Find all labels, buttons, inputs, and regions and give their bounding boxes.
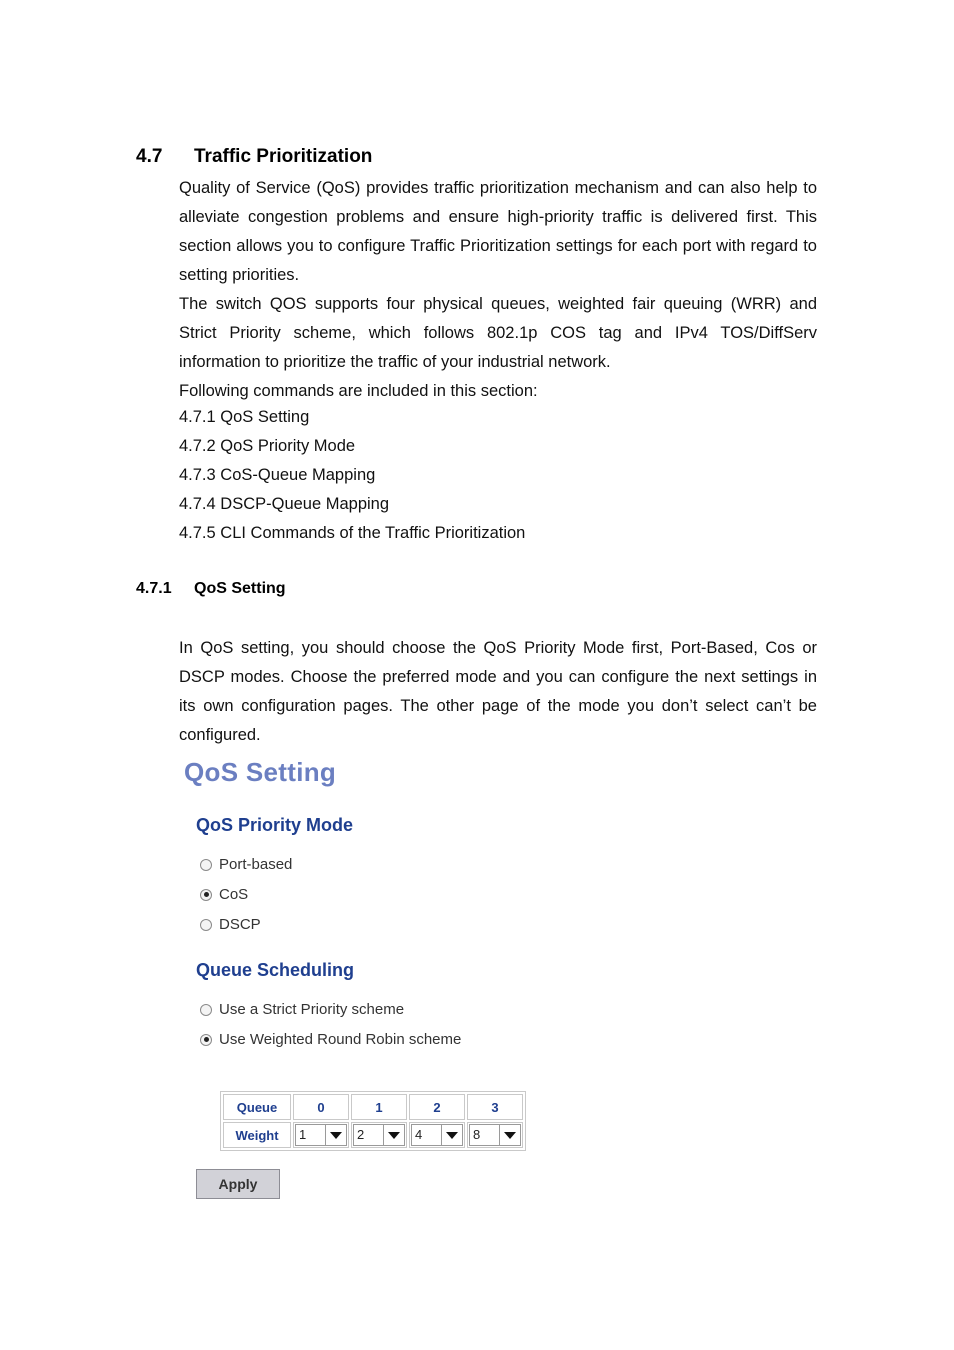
apply-button[interactable]: Apply xyxy=(196,1169,280,1199)
weight-select-2[interactable] xyxy=(411,1124,463,1146)
radio-port-based[interactable] xyxy=(200,856,292,873)
list-item: 4.7.2 QoS Priority Mode xyxy=(179,437,356,455)
radio-cos[interactable] xyxy=(200,886,248,903)
radio-button[interactable] xyxy=(200,1004,212,1016)
page-title: QoS Setting xyxy=(184,757,337,787)
radio-label: Use Weighted Round Robin scheme xyxy=(219,1031,462,1048)
select-value: 4 xyxy=(415,1127,423,1142)
select-value: 2 xyxy=(357,1127,365,1142)
select-value: 1 xyxy=(299,1127,307,1142)
list-item: 4.7.5 CLI Commands of the Traffic Prioritization xyxy=(179,524,526,542)
queue-1: 1 xyxy=(351,1094,407,1120)
command-list xyxy=(179,403,525,548)
weight-cell xyxy=(467,1122,523,1148)
weight-select-1[interactable] xyxy=(353,1124,405,1146)
intro-paragraph-2: The switch QOS supports four physical queues, weighted fair queuing (WRR) and Strict Priority scheme, which follows 802.1p COS tag and IPv4 TOS/DiffServ information to prioritize the traffic of your industrial network. xyxy=(179,295,817,371)
queue-3: 3 xyxy=(467,1094,523,1120)
radio-strict-priority[interactable] xyxy=(200,1001,404,1018)
select-value: 8 xyxy=(473,1127,481,1142)
sub-paragraph: In QoS setting, you should choose the QoS Priority Mode first, Port-Based, Cos or DSCP modes. Choose the preferred mode and you can configure the next settings in its own configuration pages. The other page of the mode you don’t select can’t be configured. xyxy=(179,639,817,744)
queue-header: Queue xyxy=(223,1094,291,1120)
table-row xyxy=(223,1094,523,1120)
weight-cell xyxy=(351,1122,407,1148)
queue-scheduling-heading: Queue Scheduling xyxy=(196,960,355,980)
weight-header: Weight xyxy=(223,1122,291,1148)
subsection-number: 4.7.1 xyxy=(136,580,172,597)
weight-cell xyxy=(409,1122,465,1148)
radio-dscp[interactable] xyxy=(200,916,261,933)
intro-text xyxy=(179,174,817,406)
chevron-down-icon[interactable] xyxy=(383,1125,404,1145)
radio-label: Use a Strict Priority scheme xyxy=(219,1001,405,1018)
intro-paragraph-3: Following commands are included in this section: xyxy=(179,382,538,400)
radio-label: Port-based xyxy=(219,856,293,873)
radio-button[interactable] xyxy=(200,859,212,871)
list-item: 4.7.4 DSCP-Queue Mapping xyxy=(179,495,390,513)
subsection-title: QoS Setting xyxy=(194,580,286,597)
radio-label: CoS xyxy=(219,886,249,903)
radio-button[interactable] xyxy=(200,919,212,931)
radio-label: DSCP xyxy=(219,916,261,933)
priority-mode-heading: QoS Priority Mode xyxy=(196,815,354,835)
queue-0: 0 xyxy=(293,1094,349,1120)
chevron-down-icon[interactable] xyxy=(499,1125,520,1145)
list-item: 4.7.3 CoS-Queue Mapping xyxy=(179,466,376,484)
qos-setting-paragraph xyxy=(179,634,817,750)
intro-paragraph-1: Quality of Service (QoS) provides traffic prioritization mechanism and can also help to alleviate congestion problems and ensure high-priority traffic is delivered first. This section allows you to configure Traffic Prioritization settings for each port with regard to setting priorities. xyxy=(179,179,817,284)
section-number: 4.7 xyxy=(136,146,163,167)
subsection-heading xyxy=(136,580,286,598)
chevron-down-icon[interactable] xyxy=(441,1125,462,1145)
table-row xyxy=(223,1122,523,1148)
radio-button[interactable] xyxy=(200,889,212,901)
list-item: 4.7.1 QoS Setting xyxy=(179,408,310,426)
qos-setting-screenshot xyxy=(180,755,540,1215)
weight-select-0[interactable] xyxy=(295,1124,347,1146)
radio-weighted-round-robin[interactable] xyxy=(200,1031,461,1048)
section-title: Traffic Prioritization xyxy=(194,146,373,167)
section-heading xyxy=(136,146,372,168)
chevron-down-icon[interactable] xyxy=(325,1125,346,1145)
radio-button[interactable] xyxy=(200,1034,212,1046)
weight-select-3[interactable] xyxy=(469,1124,521,1146)
queue-2: 2 xyxy=(409,1094,465,1120)
queue-weight-table xyxy=(220,1091,526,1151)
weight-cell xyxy=(293,1122,349,1148)
